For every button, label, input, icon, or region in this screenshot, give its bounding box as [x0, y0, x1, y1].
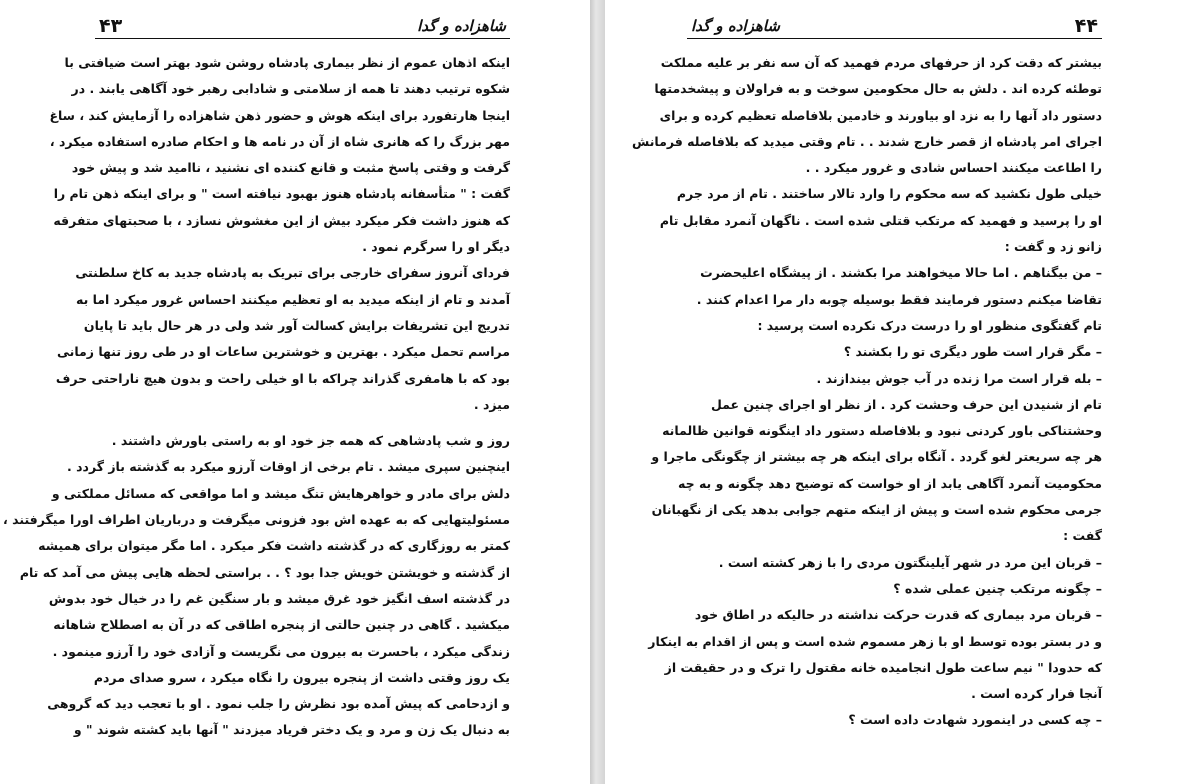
- text-line: بود که با هامفری گذراند چراکه با او خیلی راحت و بدون هیچ ناراحتی حرف: [55, 370, 510, 386]
- text-line: گفت :: [1063, 528, 1102, 544]
- text-line: و ازدحامی که پیش آمده بود نظرش را جلب نمود . او با تعجب دید که گروهی: [47, 696, 510, 712]
- text-line: اینکه اذهان عموم از نظر بیماری پادشاه روشن شود بهتر است ضیافتی با: [64, 55, 510, 70]
- left-page-header: [95, 14, 510, 39]
- text-line: مهر بزرگ را که هانری شاه از آن در نامه ها و احکام صادره استفاده میکرد ،: [49, 133, 510, 149]
- text-line: را اطاعت میکنند احساس شادی و غرور میکرد . .: [805, 160, 1102, 176]
- text-line: هر چه سریعتر لغو گردد . آنگاه برای اینکه هر چه بیشتر از چگونگی ماجرا و: [651, 449, 1102, 465]
- text-line: محکومیت آنمرد آگاهی یابد از او خواست که توضیح دهد چگونه و به چه: [678, 475, 1102, 491]
- text-line: تام از شنیدن این حرف وحشت کرد . از نظر او اجرای چنین عمل: [711, 396, 1102, 412]
- text-line: زانو زد و گفت :: [1004, 239, 1102, 255]
- book-gutter: [590, 0, 605, 784]
- text-line: دستور داد آنها را به نزد او بیاورند و خادمین بلافاصله تعظیم کرده و برای: [659, 107, 1102, 123]
- right-page-body-text: [632, 50, 1102, 734]
- text-line: – قربان مرد بیماری که قدرت حرکت نداشته در حالیکه در اطاق خود: [694, 607, 1102, 623]
- text-line: مراسم تحمل میکرد . بهترین و خوشترین ساعات او در طی روز تنها زمانی: [57, 344, 510, 360]
- text-line: از گذشته و خویشتن خویش جدا بود ؟ . . براستی لحظه هایی پیش می آمد که تام: [19, 564, 510, 580]
- text-line: به دنبال یک زن و مرد و یک دختر فریاد میزدند " آنها باید کشته شوند " و: [73, 722, 510, 738]
- text-line: گرفت و وقتی پاسخ مثبت و قانع کننده ای نشنید ، ناامید شد و پیش خود: [71, 160, 510, 176]
- text-line: – من بیگناهم . اما حالا میخواهند مرا بکشند . از پیشگاه اعلیحضرت: [700, 265, 1102, 281]
- text-line: – چه کسی در اینمورد شهادت داده است ؟: [848, 712, 1102, 728]
- left-page-number: ۴۳: [99, 15, 123, 37]
- text-line: تدریج این تشریفات برایش کسالت آور شد ولی در هر حال باید تا پایان: [83, 317, 510, 333]
- text-line: میکشید . گاهی در چنین حالتی از پنجره اطاقی که در آن به اصطلاح شاهانه: [53, 617, 510, 633]
- left-running-title: شاهزاده و گدا: [417, 17, 506, 35]
- left-page: [0, 0, 590, 784]
- text-line: – قربان این مرد در شهر آیلینگتون مردی را با زهر کشته است .: [718, 554, 1102, 570]
- text-line: – مگر قرار است طور دیگری تو را بکشند ؟: [843, 344, 1102, 360]
- text-line: اینچنین سپری میشد . تام برخی از اوقات آرزو میکرد به گذشته باز گردد .: [67, 459, 510, 475]
- text-line: که هنوز داشت فکر میکرد بیش از این مغشوش نسازد ، با صحبتهای متفرقه: [53, 212, 510, 228]
- text-line: روز و شب پادشاهی که همه جز خود او به راستی باورش داشتند .: [111, 433, 510, 449]
- text-line: زندگی میکرد ، باحسرت به بیرون می نگریست و آزادی خود را آرزو مینمود .: [52, 643, 510, 659]
- text-line: – بله قرار است مرا زنده در آب جوش بیندازند .: [816, 370, 1102, 386]
- text-line: تام گفتگوی منظور او را درست درک نکرده است پرسید :: [757, 317, 1102, 333]
- text-line: اجرای امر پادشاه از قصر خارج شدند . . تام وقتی میدید که بلافاصله فرمانش: [632, 133, 1102, 149]
- text-line: خیلی طول نکشید که سه محکوم را وارد تالار ساختند . تام از مرد جرم: [676, 186, 1102, 202]
- text-line: توطئه کرده اند . دلش به حال محکومین سوخت و به فراولان و پیشخدمتها: [654, 81, 1102, 97]
- text-line: فردای آنروز سفرای خارجی برای تبریک به پادشاه جدید به کاخ سلطنتی: [75, 265, 510, 281]
- text-line: آنجا فرار کرده است .: [971, 686, 1102, 702]
- text-line: او را پرسید و فهمید که مرتکب قتلی شده است . ناگهان آنمرد مقابل تام: [659, 212, 1102, 228]
- right-page-number: ۴۴: [1074, 15, 1098, 37]
- text-line: که حدودا " نیم ساعت طول انجامیده خانه مقتول را ترک و در حقیقت از: [664, 659, 1102, 675]
- text-line: میزد .: [473, 396, 510, 412]
- text-line: بیشتر که دقت کرد از حرفهای مردم فهمید که آن سه نفر بر علیه مملکت: [660, 55, 1102, 70]
- right-running-title: شاهزاده و گدا: [691, 17, 780, 35]
- right-page-header: [687, 14, 1102, 39]
- text-line: شکوه ترتیب دهند تا همه از سلامتی و شادابی رهبر خود آگاهی یابند . در: [71, 81, 510, 97]
- text-line: تقاضا میکنم دستور فرمایند فقط بوسیله چوبه دار مرا اعدام کنند .: [696, 291, 1102, 307]
- text-line: جرمی محکوم شده است و پیش از اینکه متهم جوابی بدهد یکی از نگهبانان: [651, 502, 1102, 518]
- text-line: دیگر او را سرگرم نمود .: [362, 239, 510, 255]
- text-line: وحشتناکی باور کردنی نبود و بلافاصله دستور داد اینگونه قوانین ظالمانه: [662, 423, 1102, 439]
- left-page-body-text: [3, 50, 510, 744]
- text-line: گفت : " متأسفانه پادشاه هنوز بهبود نیافته است " و برای اینکه ذهن تام را: [53, 186, 510, 202]
- text-line: [95, 418, 510, 428]
- text-line: و در بستر بوده توسط او با زهر مسموم شده است و پس از اقدام به اینکار: [648, 633, 1102, 649]
- text-line: – چگونه مرتکب چنین عملی شده ؟: [893, 580, 1102, 596]
- text-line: آمدند و تام از اینکه میدید به او تعظیم میکنند احساس غرور میکرد اما به: [75, 291, 510, 307]
- text-line: در گذشته اسف انگیز خود غرق میشد و بار سنگین غم را در خیال خود بدوش: [48, 590, 510, 606]
- right-page: [605, 0, 1195, 784]
- text-line: مسئولیتهایی که به عهده اش بود فزونی میگرفت و درباریان اطراف اورا میگرفتند ،: [3, 512, 510, 528]
- text-line: کمتر به روزگاری که در گذشته داشت فکر میکرد . اما مگر میتوان برای همیشه: [38, 538, 510, 554]
- text-line: اینجا هارتفورد برای اینکه هوش و حضور ذهن شاهزاده را آزمایش کند ، ساغ: [49, 107, 510, 123]
- text-line: یک روز وقتی داشت از پنجره بیرون را نگاه میکرد ، سرو صدای مردم: [93, 669, 510, 685]
- text-line: دلش برای مادر و خواهرهایش تنگ میشد و اما مواقعی که مسائل مملکتی و: [51, 485, 510, 501]
